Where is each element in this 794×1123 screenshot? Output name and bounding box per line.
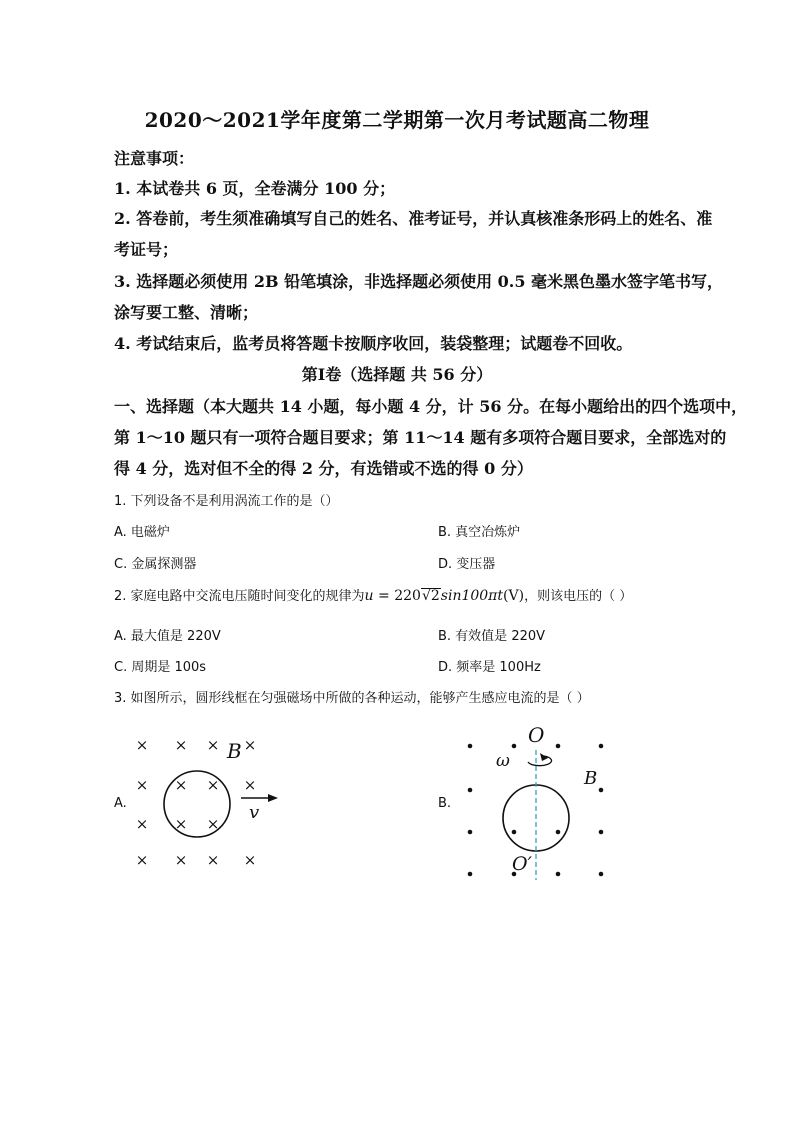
question-3-option-b: B.	[438, 796, 452, 811]
formula-sqrt: √2	[421, 588, 440, 604]
velocity-label: v	[249, 802, 260, 823]
question-2-stem	[114, 585, 632, 604]
field-cross-mark: ×	[243, 776, 257, 794]
notice-line: 涂写要工整、清晰；	[114, 303, 259, 322]
page-title: 2020～2021学年度第二学期第一次月考试题高二物理	[144, 108, 650, 132]
formula-unit: (V)	[503, 588, 525, 604]
section-instructions: 第 1～10 题只有一项符合题目要求；第 11～14 题有多项符合题目要求，全部选对的	[114, 428, 727, 447]
section-instructions: 得 4 分，选对但不全的得 2 分，有选错或不选的得 0 分）	[114, 459, 533, 478]
field-cross-mark: ×	[135, 736, 149, 754]
field-label-b: B	[227, 739, 242, 763]
question-1-option-a: A. 电磁炉	[114, 525, 170, 540]
axis-label-top: O	[528, 723, 545, 747]
field-cross-mark: ×	[174, 776, 188, 794]
question-1-option-b: B. 真空冶炼炉	[438, 525, 521, 540]
notice-line: 3. 选择题必须使用 2B 铅笔填涂，非选择题必须使用 0.5 毫米黑色墨水签字笔书写，	[114, 272, 724, 291]
question-1-option-c: C. 金属探测器	[114, 557, 197, 572]
field-label-b: B	[584, 768, 598, 789]
field-cross-mark: ×	[206, 815, 220, 833]
formula-rhs: sin100πt	[440, 588, 504, 604]
question-3-stem: 3. 如图所示，圆形线框在匀强磁场中所做的各种运动，能够产生感应电流的是（ ）	[114, 691, 590, 706]
question-3-option-a: A.	[114, 796, 127, 811]
question-2-option-c: C. 周期是 100s	[114, 660, 207, 675]
notice-line: 考证号；	[114, 240, 179, 259]
formula-sqrt-arg: 2	[430, 588, 440, 604]
axis-label-bottom: O′	[512, 853, 532, 875]
field-cross-mark: ×	[206, 851, 220, 869]
question-1-stem: 1. 下列设备不是利用涡流工作的是（）	[114, 494, 339, 509]
field-cross-mark: ×	[135, 776, 149, 794]
notice-line: 1. 本试卷共 6 页，全卷满分 100 分；	[114, 179, 396, 198]
field-cross-mark: ×	[135, 851, 149, 869]
section-title: 第Ⅰ卷（选择题 共 56 分）	[301, 365, 493, 384]
question-2-stem-after: ，则该电压的（ ）	[524, 589, 633, 604]
question-2-option-b: B. 有效值是 220V	[438, 629, 546, 644]
circular-loop	[164, 771, 230, 837]
question-2-stem-before: 2. 家庭电路中交流电压随时间变化的规律为	[114, 589, 365, 604]
section-instructions: 一、选择题（本大题共 14 小题，每小题 4 分，计 56 分。在每小题给出的四个选项中，	[114, 397, 748, 416]
figure-b	[458, 722, 618, 882]
velocity-arrowhead	[268, 794, 278, 802]
omega-label: ω	[496, 751, 510, 771]
question-2-option-d: D. 频率是 100Hz	[438, 660, 541, 675]
question-2-formula	[365, 588, 525, 604]
field-cross-mark: ×	[206, 736, 220, 754]
field-cross-mark: ×	[174, 815, 188, 833]
notice-line: 2. 答卷前，考生须准确填写自己的姓名、准考证号，并认真核准条形码上的姓名、准	[114, 209, 713, 228]
field-cross-mark: ×	[243, 736, 257, 754]
field-cross-mark: ×	[174, 851, 188, 869]
field-cross-mark: ×	[206, 776, 220, 794]
field-cross-mark: ×	[243, 851, 257, 869]
formula-eq: = 220	[373, 588, 421, 604]
question-1-option-d: D. 变压器	[438, 557, 496, 572]
figure-a	[128, 730, 298, 875]
formula-lhs: u	[364, 588, 374, 604]
field-cross-mark: ×	[135, 815, 149, 833]
field-cross-mark: ×	[174, 736, 188, 754]
rotation-arrow	[528, 756, 552, 766]
notice-line: 4. 考试结束后，监考员将答题卡按顺序收回，装袋整理；试题卷不回收。	[114, 334, 633, 353]
notice-heading: 注意事项：	[114, 149, 195, 168]
question-2-option-a: A. 最大值是 220V	[114, 629, 221, 644]
